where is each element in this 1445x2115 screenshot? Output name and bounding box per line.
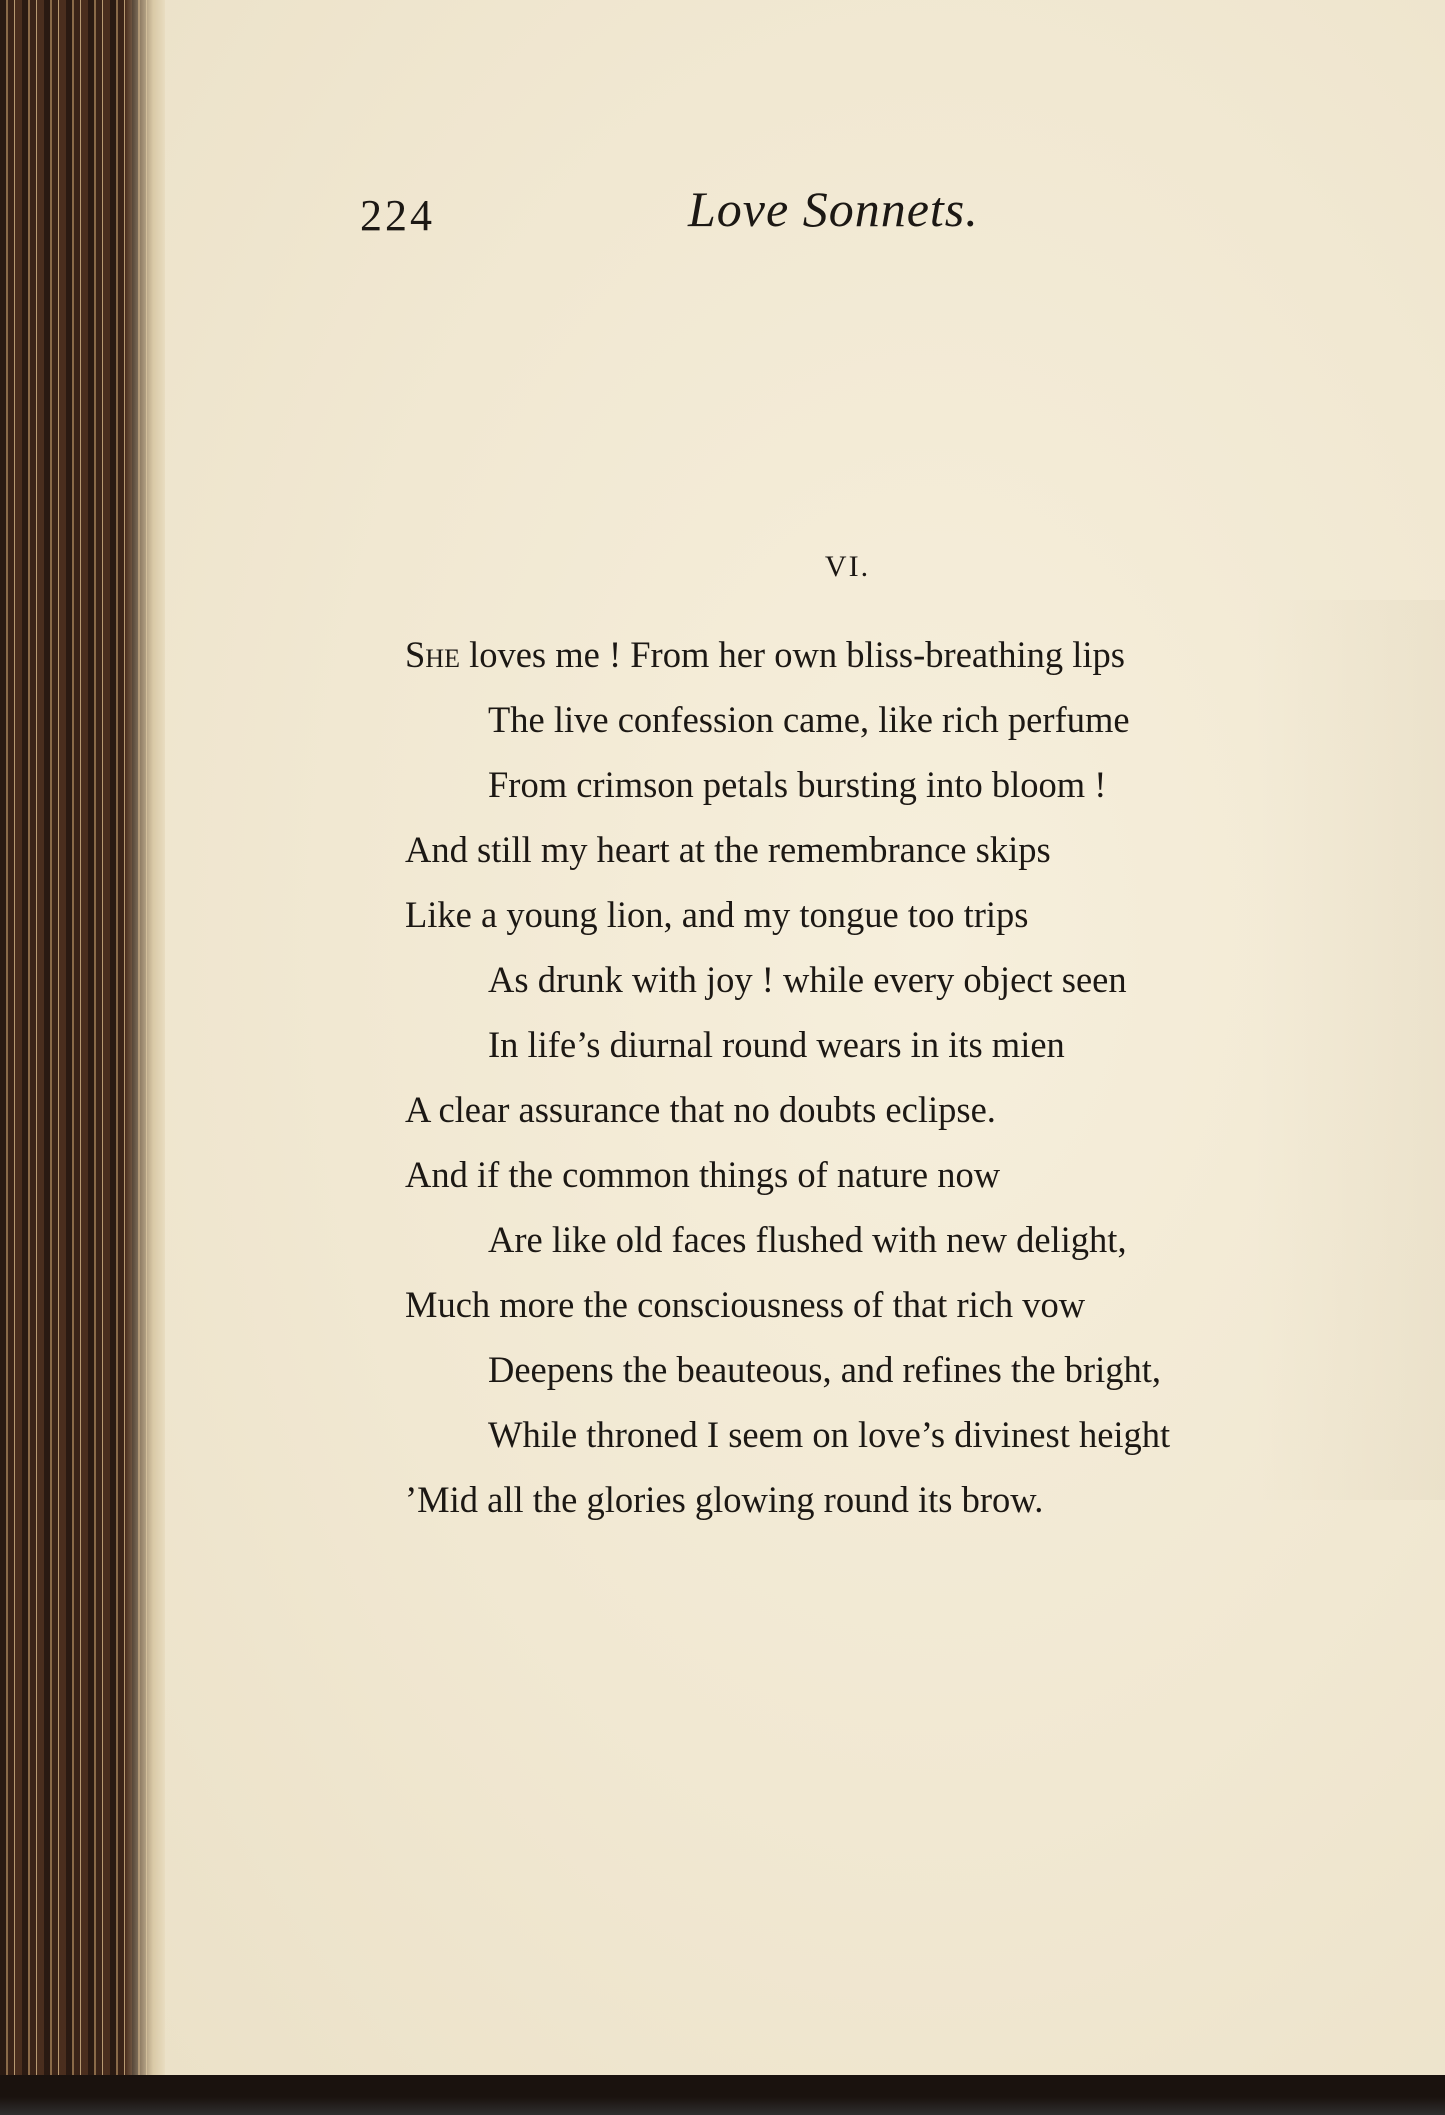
- poem-line: The live confession came, like rich perfume: [488, 699, 1130, 740]
- poem-line: Like a young lion, and my tongue too trips: [405, 894, 1029, 935]
- page-edges: [0, 0, 165, 2075]
- running-head: [0, 181, 1445, 250]
- poem-line: As drunk with joy ! while every object seen: [488, 959, 1127, 1000]
- page-number: 224: [360, 191, 435, 240]
- poem-line: ’Mid all the glories glowing round its brow.: [405, 1479, 1044, 1520]
- poem-line: From crimson petals bursting into bloom !: [488, 764, 1107, 805]
- poem-line: In life’s diurnal round wears in its mien: [488, 1024, 1065, 1065]
- scan-bottom-border: [0, 2075, 1445, 2115]
- poem-line: And if the common things of nature now: [405, 1154, 1001, 1195]
- poem-line: While throned I seem on love’s divinest height: [488, 1414, 1171, 1455]
- poem-first-line-rest: loves me ! From her own bliss-breathing lips: [459, 634, 1125, 675]
- running-title: Love Sonnets.: [688, 181, 979, 237]
- poem-line: A clear assurance that no doubts eclipse.: [405, 1089, 996, 1130]
- poem-line: And still my heart at the remembrance skips: [405, 829, 1051, 870]
- poem-line: [405, 627, 1365, 692]
- poem-line: Deepens the beauteous, and refines the bright,: [488, 1349, 1161, 1390]
- poem-line: Are like old faces flushed with new delight,: [488, 1219, 1127, 1260]
- poem-line: Much more the consciousness of that rich vow: [405, 1284, 1086, 1325]
- poem-first-word: She: [405, 634, 460, 675]
- sonnet-number: VI.: [824, 550, 871, 583]
- poem: [405, 627, 1365, 1537]
